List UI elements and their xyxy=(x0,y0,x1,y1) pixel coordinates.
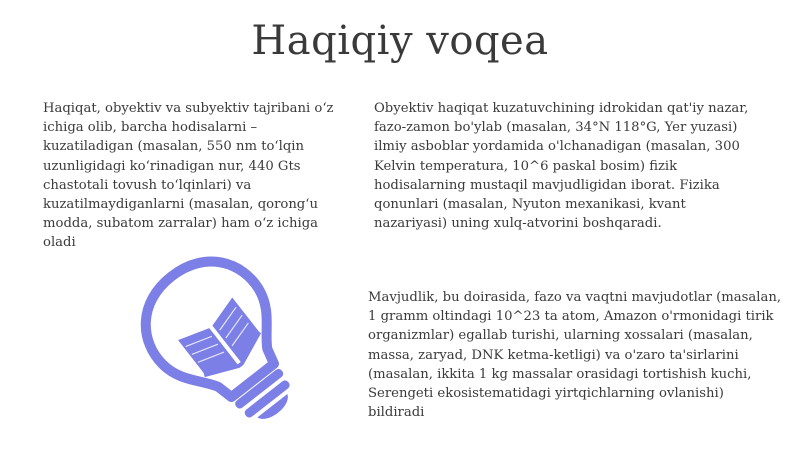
paragraph-right: Obyektiv haqiqat kuzatuvchining idrokidan qat'iy nazar, fazo-zamon bo'ylab (masalan, 34°N 118°G, Yer yuzasi) ilmiy asboblar yordamida o'lchanadigan (masalan, 300 Kelvin temperatura, 10^6 paskal bosim) fizik hodisalarning mustaqil mavjudligidan iborat. Fizika qonunlari (masalan, Nyuton mexanikasi, kvant nazariyasi) uning xulq-atvorini boshqaradi. xyxy=(374,101,749,232)
lightbulb-book-icon xyxy=(140,250,310,440)
paragraph-left: Haqiqat, obyektiv va subyektiv tajribani o‘z ichiga olib, barcha hodisalarni – kuzatiladigan (masalan, 550 nm to‘lqin uzunligidagi ko‘rinadigan nur, 440 Gts chastotali tovush to‘lqinlari) va kuzatilmaydiganlarni (masalan, qorong‘u modda, subatom zarralar) ham o‘z ichiga oladi xyxy=(43,101,334,251)
page-title: Haqiqiy voqea xyxy=(251,18,549,64)
paragraph-bottom: Mavjudlik, bu doirasida, fazo va vaqtni mavjudotlar (masalan, 1 gramm oltindagi 10^23 ta atom, Amazon o'rmonidagi tirik organizmlar) egallab turishi, ularning xossalari (masalan, massa, zaryad, DNK ketma-ketligi) va o'zaro ta'sirlarini (masalan, ikkita 1 kg massalar orasidagi tortishish kuchi, Serengeti ekosistematidagi yirtqichlarning ovlanishi) bildiradi xyxy=(368,290,782,421)
